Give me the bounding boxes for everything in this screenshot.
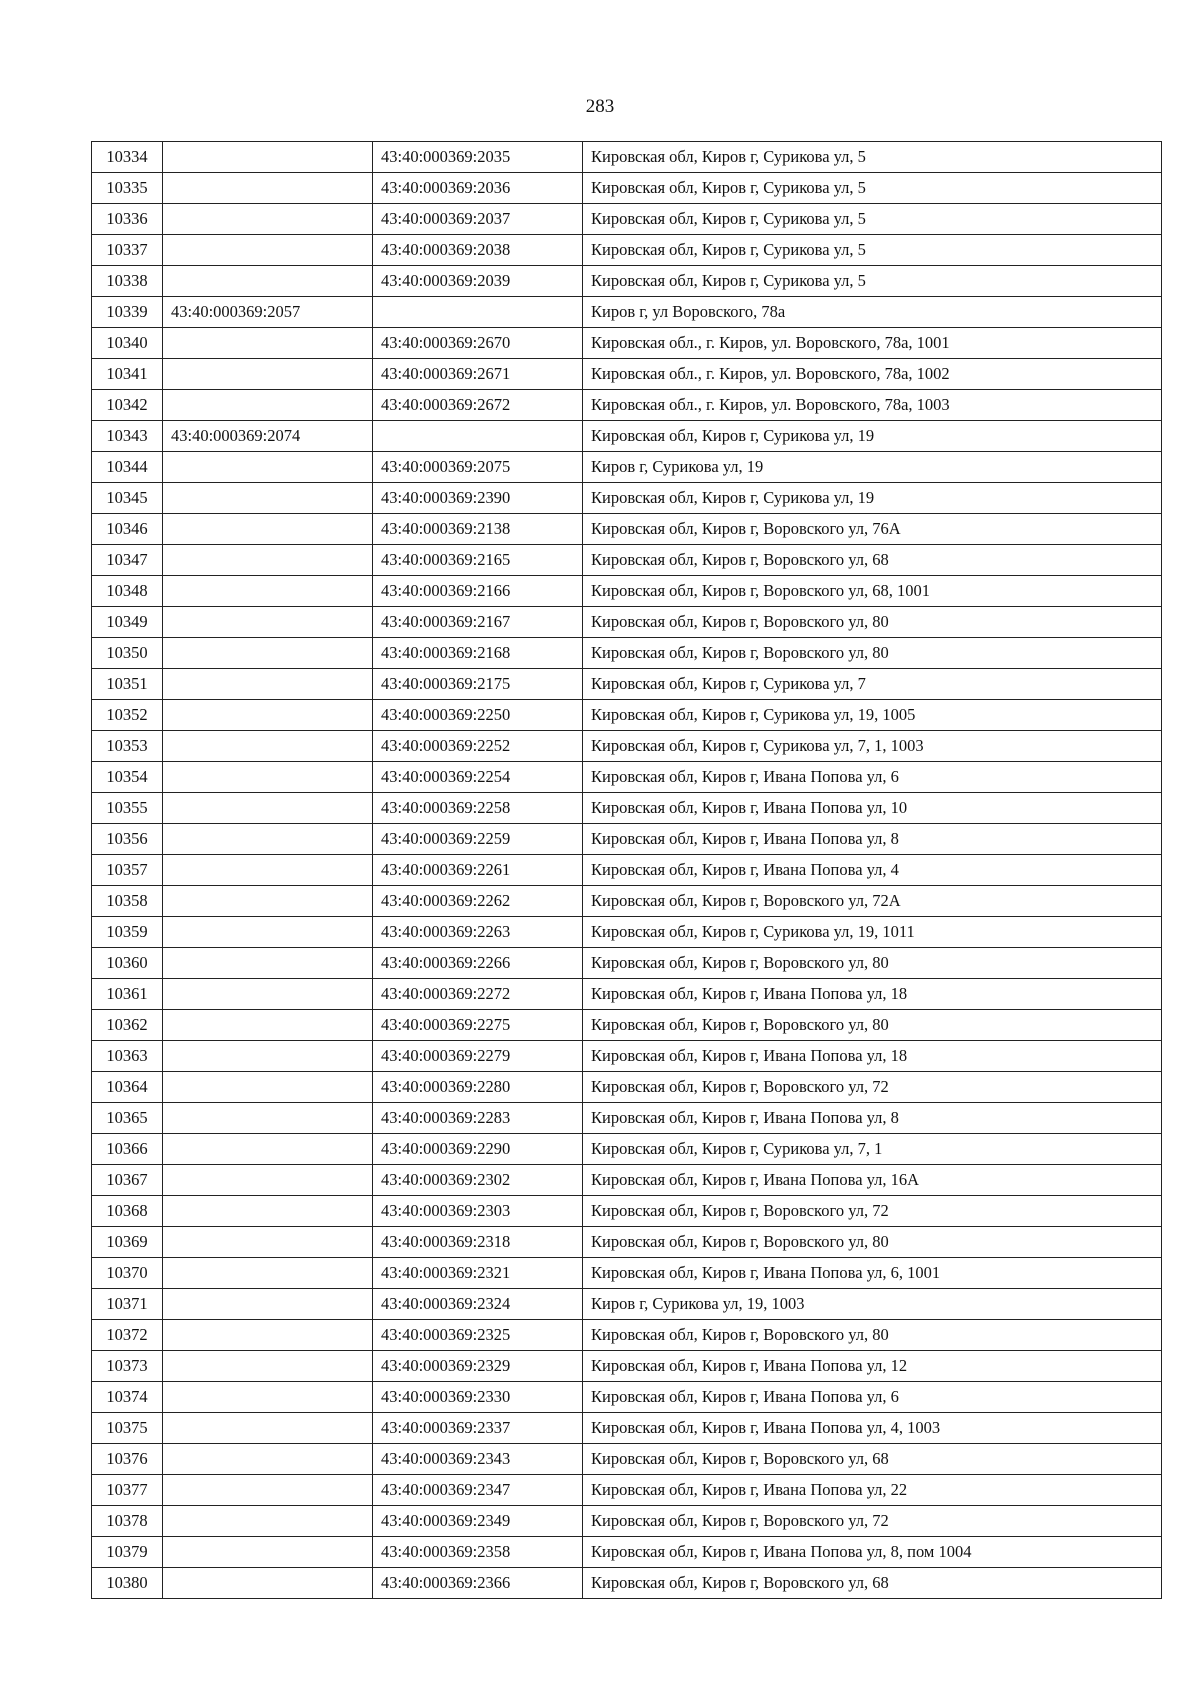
row-number-cell: 10367 (92, 1165, 163, 1196)
cadastral-number-cell: 43:40:000369:2279 (373, 1041, 583, 1072)
parent-cadastral-cell (163, 1506, 373, 1537)
table-row (92, 142, 1162, 173)
parent-cadastral-cell (163, 1103, 373, 1134)
address-cell: Кировская обл, Киров г, Воровского ул, 80 (583, 1320, 1162, 1351)
parent-cadastral-cell (163, 948, 373, 979)
cadastral-number-cell: 43:40:000369:2261 (373, 855, 583, 886)
row-number-cell: 10336 (92, 204, 163, 235)
parent-cadastral-cell (163, 1134, 373, 1165)
parent-cadastral-cell: 43:40:000369:2057 (163, 297, 373, 328)
parent-cadastral-cell (163, 328, 373, 359)
table-row (92, 1010, 1162, 1041)
address-cell: Кировская обл, Киров г, Ивана Попова ул, 6 (583, 1382, 1162, 1413)
cadastral-number-cell (373, 297, 583, 328)
parent-cadastral-cell (163, 1258, 373, 1289)
parent-cadastral-cell (163, 1475, 373, 1506)
parent-cadastral-cell (163, 1165, 373, 1196)
cadastral-number-cell: 43:40:000369:2280 (373, 1072, 583, 1103)
row-number-cell: 10352 (92, 700, 163, 731)
row-number-cell: 10340 (92, 328, 163, 359)
address-cell: Кировская обл, Киров г, Ивана Попова ул, 6, 1001 (583, 1258, 1162, 1289)
address-cell: Кировская обл, Киров г, Воровского ул, 72 (583, 1072, 1162, 1103)
parent-cadastral-cell (163, 483, 373, 514)
address-cell: Кировская обл, Киров г, Сурикова ул, 19, 1005 (583, 700, 1162, 731)
row-number-cell: 10366 (92, 1134, 163, 1165)
parent-cadastral-cell (163, 824, 373, 855)
row-number-cell: 10341 (92, 359, 163, 390)
row-number-cell: 10335 (92, 173, 163, 204)
row-number-cell: 10344 (92, 452, 163, 483)
table-row (92, 1475, 1162, 1506)
row-number-cell: 10359 (92, 917, 163, 948)
parent-cadastral-cell (163, 1289, 373, 1320)
row-number-cell: 10357 (92, 855, 163, 886)
address-cell: Кировская обл, Киров г, Ивана Попова ул, 22 (583, 1475, 1162, 1506)
row-number-cell: 10372 (92, 1320, 163, 1351)
table-row (92, 1320, 1162, 1351)
address-cell: Кировская обл, Киров г, Воровского ул, 76А (583, 514, 1162, 545)
parent-cadastral-cell (163, 1010, 373, 1041)
table-row (92, 1444, 1162, 1475)
table-row (92, 204, 1162, 235)
row-number-cell: 10373 (92, 1351, 163, 1382)
row-number-cell: 10343 (92, 421, 163, 452)
row-number-cell: 10375 (92, 1413, 163, 1444)
parent-cadastral-cell (163, 266, 373, 297)
table-row (92, 1041, 1162, 1072)
parent-cadastral-cell (163, 700, 373, 731)
row-number-cell: 10361 (92, 979, 163, 1010)
address-cell: Кировская обл, Киров г, Воровского ул, 80 (583, 948, 1162, 979)
row-number-cell: 10369 (92, 1227, 163, 1258)
cadastral-number-cell: 43:40:000369:2250 (373, 700, 583, 731)
table-row (92, 421, 1162, 452)
registry-table (91, 141, 1162, 1599)
parent-cadastral-cell (163, 917, 373, 948)
table-row (92, 1196, 1162, 1227)
address-cell: Кировская обл, Киров г, Воровского ул, 68 (583, 1568, 1162, 1599)
cadastral-number-cell: 43:40:000369:2035 (373, 142, 583, 173)
cadastral-number-cell: 43:40:000369:2138 (373, 514, 583, 545)
cadastral-number-cell: 43:40:000369:2670 (373, 328, 583, 359)
table-row (92, 1072, 1162, 1103)
parent-cadastral-cell (163, 359, 373, 390)
table-row (92, 266, 1162, 297)
parent-cadastral-cell (163, 142, 373, 173)
row-number-cell: 10337 (92, 235, 163, 266)
cadastral-number-cell: 43:40:000369:2671 (373, 359, 583, 390)
address-cell: Кировская обл, Киров г, Сурикова ул, 19 (583, 483, 1162, 514)
table-row (92, 1413, 1162, 1444)
row-number-cell: 10346 (92, 514, 163, 545)
cadastral-number-cell: 43:40:000369:2252 (373, 731, 583, 762)
parent-cadastral-cell (163, 1227, 373, 1258)
table-row (92, 483, 1162, 514)
cadastral-number-cell: 43:40:000369:2303 (373, 1196, 583, 1227)
cadastral-number-cell: 43:40:000369:2324 (373, 1289, 583, 1320)
address-cell: Кировская обл, Киров г, Сурикова ул, 19 (583, 421, 1162, 452)
row-number-cell: 10354 (92, 762, 163, 793)
table-row (92, 917, 1162, 948)
table-row (92, 359, 1162, 390)
table-row (92, 638, 1162, 669)
parent-cadastral-cell (163, 638, 373, 669)
address-cell: Кировская обл, Киров г, Воровского ул, 72А (583, 886, 1162, 917)
registry-table-body (92, 142, 1162, 1599)
cadastral-number-cell: 43:40:000369:2037 (373, 204, 583, 235)
parent-cadastral-cell (163, 669, 373, 700)
row-number-cell: 10342 (92, 390, 163, 421)
table-row (92, 576, 1162, 607)
cadastral-number-cell: 43:40:000369:2283 (373, 1103, 583, 1134)
row-number-cell: 10371 (92, 1289, 163, 1320)
cadastral-number-cell: 43:40:000369:2038 (373, 235, 583, 266)
table-row (92, 452, 1162, 483)
table-row (92, 390, 1162, 421)
address-cell: Кировская обл, Киров г, Сурикова ул, 19, 1011 (583, 917, 1162, 948)
row-number-cell: 10358 (92, 886, 163, 917)
parent-cadastral-cell (163, 452, 373, 483)
row-number-cell: 10350 (92, 638, 163, 669)
table-row (92, 1537, 1162, 1568)
cadastral-number-cell: 43:40:000369:2266 (373, 948, 583, 979)
address-cell: Кировская обл, Киров г, Ивана Попова ул, 18 (583, 1041, 1162, 1072)
table-row (92, 545, 1162, 576)
parent-cadastral-cell (163, 514, 373, 545)
parent-cadastral-cell (163, 607, 373, 638)
table-row (92, 1568, 1162, 1599)
cadastral-number-cell: 43:40:000369:2272 (373, 979, 583, 1010)
parent-cadastral-cell (163, 762, 373, 793)
address-cell: Кировская обл, Киров г, Ивана Попова ул, 18 (583, 979, 1162, 1010)
address-cell: Кировская обл, Киров г, Ивана Попова ул, 10 (583, 793, 1162, 824)
row-number-cell: 10338 (92, 266, 163, 297)
row-number-cell: 10345 (92, 483, 163, 514)
table-row (92, 979, 1162, 1010)
address-cell: Кировская обл, Киров г, Сурикова ул, 5 (583, 204, 1162, 235)
table-row (92, 1103, 1162, 1134)
row-number-cell: 10362 (92, 1010, 163, 1041)
table-row (92, 1351, 1162, 1382)
address-cell: Кировская обл., г. Киров, ул. Воровского, 78а, 1001 (583, 328, 1162, 359)
parent-cadastral-cell (163, 855, 373, 886)
table-row (92, 1382, 1162, 1413)
cadastral-number-cell: 43:40:000369:2358 (373, 1537, 583, 1568)
address-cell: Кировская обл, Киров г, Ивана Попова ул, 12 (583, 1351, 1162, 1382)
cadastral-number-cell: 43:40:000369:2262 (373, 886, 583, 917)
row-number-cell: 10334 (92, 142, 163, 173)
table-row (92, 514, 1162, 545)
parent-cadastral-cell (163, 1320, 373, 1351)
parent-cadastral-cell (163, 1041, 373, 1072)
cadastral-number-cell: 43:40:000369:2254 (373, 762, 583, 793)
row-number-cell: 10347 (92, 545, 163, 576)
parent-cadastral-cell (163, 576, 373, 607)
address-cell: Кировская обл, Киров г, Воровского ул, 80 (583, 1227, 1162, 1258)
table-row (92, 1289, 1162, 1320)
address-cell: Кировская обл, Киров г, Сурикова ул, 5 (583, 266, 1162, 297)
table-row (92, 669, 1162, 700)
row-number-cell: 10374 (92, 1382, 163, 1413)
parent-cadastral-cell (163, 204, 373, 235)
address-cell: Кировская обл, Киров г, Ивана Попова ул, 16А (583, 1165, 1162, 1196)
parent-cadastral-cell (163, 545, 373, 576)
cadastral-number-cell: 43:40:000369:2175 (373, 669, 583, 700)
cadastral-number-cell: 43:40:000369:2263 (373, 917, 583, 948)
row-number-cell: 10339 (92, 297, 163, 328)
address-cell: Кировская обл, Киров г, Ивана Попова ул, 4 (583, 855, 1162, 886)
parent-cadastral-cell: 43:40:000369:2074 (163, 421, 373, 452)
address-cell: Кировская обл, Киров г, Сурикова ул, 5 (583, 173, 1162, 204)
table-row (92, 762, 1162, 793)
row-number-cell: 10378 (92, 1506, 163, 1537)
cadastral-number-cell: 43:40:000369:2165 (373, 545, 583, 576)
cadastral-number-cell: 43:40:000369:2036 (373, 173, 583, 204)
table-row (92, 173, 1162, 204)
cadastral-number-cell: 43:40:000369:2390 (373, 483, 583, 514)
row-number-cell: 10349 (92, 607, 163, 638)
parent-cadastral-cell (163, 1568, 373, 1599)
address-cell: Кировская обл., г. Киров, ул. Воровского, 78а, 1002 (583, 359, 1162, 390)
address-cell: Киров г, ул Воровского, 78а (583, 297, 1162, 328)
cadastral-number-cell: 43:40:000369:2258 (373, 793, 583, 824)
parent-cadastral-cell (163, 1072, 373, 1103)
address-cell: Кировская обл, Киров г, Ивана Попова ул, 8 (583, 1103, 1162, 1134)
table-row (92, 1165, 1162, 1196)
cadastral-number-cell: 43:40:000369:2167 (373, 607, 583, 638)
address-cell: Кировская обл, Киров г, Ивана Попова ул, 4, 1003 (583, 1413, 1162, 1444)
parent-cadastral-cell (163, 731, 373, 762)
row-number-cell: 10368 (92, 1196, 163, 1227)
table-row (92, 1258, 1162, 1289)
row-number-cell: 10353 (92, 731, 163, 762)
row-number-cell: 10363 (92, 1041, 163, 1072)
table-row (92, 700, 1162, 731)
table-row (92, 793, 1162, 824)
cadastral-number-cell: 43:40:000369:2330 (373, 1382, 583, 1413)
cadastral-number-cell: 43:40:000369:2347 (373, 1475, 583, 1506)
address-cell: Кировская обл., г. Киров, ул. Воровского, 78а, 1003 (583, 390, 1162, 421)
parent-cadastral-cell (163, 793, 373, 824)
parent-cadastral-cell (163, 979, 373, 1010)
row-number-cell: 10348 (92, 576, 163, 607)
cadastral-number-cell: 43:40:000369:2337 (373, 1413, 583, 1444)
address-cell: Кировская обл, Киров г, Сурикова ул, 7, 1, 1003 (583, 731, 1162, 762)
page-number: 283 (585, 96, 615, 117)
address-cell: Кировская обл, Киров г, Ивана Попова ул, 8 (583, 824, 1162, 855)
row-number-cell: 10364 (92, 1072, 163, 1103)
cadastral-number-cell: 43:40:000369:2290 (373, 1134, 583, 1165)
address-cell: Кировская обл, Киров г, Сурикова ул, 7 (583, 669, 1162, 700)
address-cell: Кировская обл, Киров г, Воровского ул, 68 (583, 545, 1162, 576)
table-row (92, 297, 1162, 328)
address-cell: Кировская обл, Киров г, Воровского ул, 68, 1001 (583, 576, 1162, 607)
table-row (92, 855, 1162, 886)
table-row (92, 1227, 1162, 1258)
parent-cadastral-cell (163, 173, 373, 204)
parent-cadastral-cell (163, 1537, 373, 1568)
parent-cadastral-cell (163, 1413, 373, 1444)
cadastral-number-cell: 43:40:000369:2318 (373, 1227, 583, 1258)
cadastral-number-cell: 43:40:000369:2325 (373, 1320, 583, 1351)
parent-cadastral-cell (163, 390, 373, 421)
parent-cadastral-cell (163, 886, 373, 917)
address-cell: Кировская обл, Киров г, Воровского ул, 80 (583, 638, 1162, 669)
row-number-cell: 10355 (92, 793, 163, 824)
cadastral-number-cell: 43:40:000369:2039 (373, 266, 583, 297)
cadastral-number-cell: 43:40:000369:2349 (373, 1506, 583, 1537)
address-cell: Кировская обл, Киров г, Сурикова ул, 7, 1 (583, 1134, 1162, 1165)
address-cell: Киров г, Сурикова ул, 19, 1003 (583, 1289, 1162, 1320)
row-number-cell: 10377 (92, 1475, 163, 1506)
table-row (92, 1506, 1162, 1537)
address-cell: Кировская обл, Киров г, Ивана Попова ул, 8, пом 1004 (583, 1537, 1162, 1568)
cadastral-number-cell: 43:40:000369:2343 (373, 1444, 583, 1475)
address-cell: Кировская обл, Киров г, Воровского ул, 72 (583, 1196, 1162, 1227)
parent-cadastral-cell (163, 1444, 373, 1475)
address-cell: Киров г, Сурикова ул, 19 (583, 452, 1162, 483)
table-row (92, 1134, 1162, 1165)
parent-cadastral-cell (163, 1351, 373, 1382)
row-number-cell: 10356 (92, 824, 163, 855)
cadastral-number-cell: 43:40:000369:2168 (373, 638, 583, 669)
table-row (92, 607, 1162, 638)
address-cell: Кировская обл, Киров г, Сурикова ул, 5 (583, 235, 1162, 266)
cadastral-number-cell: 43:40:000369:2366 (373, 1568, 583, 1599)
table-row (92, 886, 1162, 917)
parent-cadastral-cell (163, 235, 373, 266)
parent-cadastral-cell (163, 1382, 373, 1413)
row-number-cell: 10379 (92, 1537, 163, 1568)
address-cell: Кировская обл, Киров г, Ивана Попова ул, 6 (583, 762, 1162, 793)
row-number-cell: 10370 (92, 1258, 163, 1289)
cadastral-number-cell: 43:40:000369:2166 (373, 576, 583, 607)
row-number-cell: 10380 (92, 1568, 163, 1599)
table-row (92, 235, 1162, 266)
cadastral-number-cell: 43:40:000369:2321 (373, 1258, 583, 1289)
address-cell: Кировская обл, Киров г, Сурикова ул, 5 (583, 142, 1162, 173)
cadastral-number-cell: 43:40:000369:2672 (373, 390, 583, 421)
table-row (92, 948, 1162, 979)
cadastral-number-cell: 43:40:000369:2329 (373, 1351, 583, 1382)
cadastral-number-cell: 43:40:000369:2302 (373, 1165, 583, 1196)
row-number-cell: 10360 (92, 948, 163, 979)
parent-cadastral-cell (163, 1196, 373, 1227)
table-row (92, 328, 1162, 359)
table-row (92, 824, 1162, 855)
row-number-cell: 10365 (92, 1103, 163, 1134)
cadastral-number-cell: 43:40:000369:2075 (373, 452, 583, 483)
row-number-cell: 10376 (92, 1444, 163, 1475)
address-cell: Кировская обл, Киров г, Воровского ул, 80 (583, 607, 1162, 638)
cadastral-number-cell (373, 421, 583, 452)
cadastral-number-cell: 43:40:000369:2275 (373, 1010, 583, 1041)
row-number-cell: 10351 (92, 669, 163, 700)
address-cell: Кировская обл, Киров г, Воровского ул, 80 (583, 1010, 1162, 1041)
cadastral-number-cell: 43:40:000369:2259 (373, 824, 583, 855)
address-cell: Кировская обл, Киров г, Воровского ул, 68 (583, 1444, 1162, 1475)
table-row (92, 731, 1162, 762)
address-cell: Кировская обл, Киров г, Воровского ул, 72 (583, 1506, 1162, 1537)
